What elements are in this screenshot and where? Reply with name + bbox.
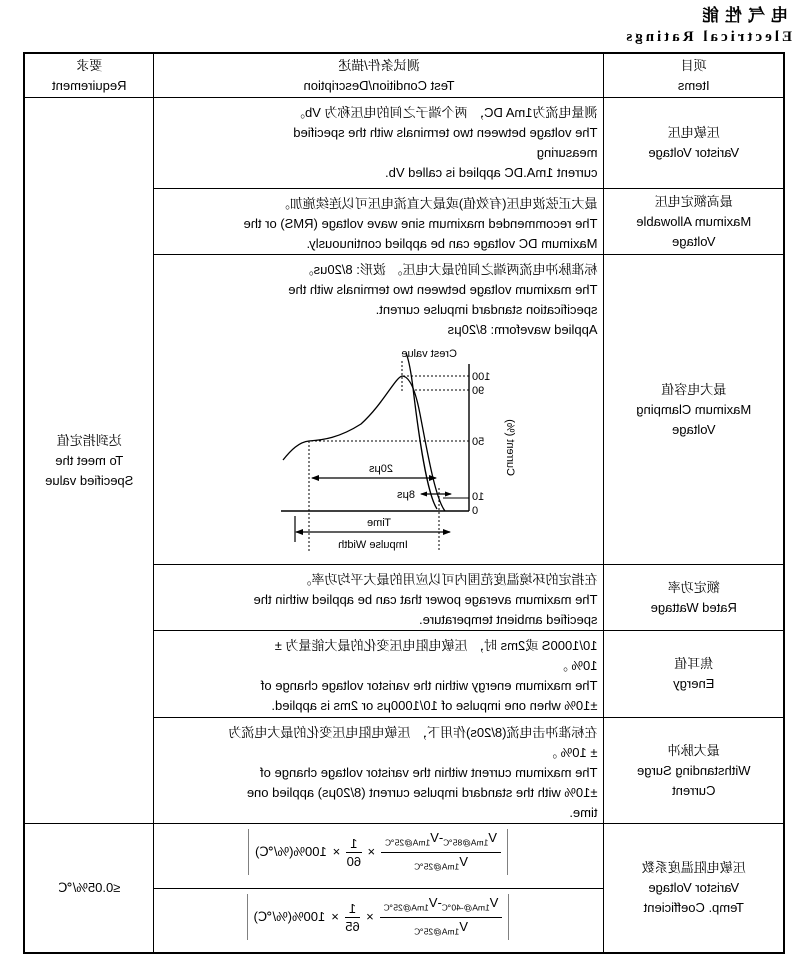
desc-max-clamping-voltage xyxy=(154,255,604,565)
page-title xyxy=(623,5,792,48)
desc-line: The maximum average power that can be applied within the xyxy=(253,592,598,607)
arrowhead xyxy=(312,475,320,481)
ytick-0: 0 xyxy=(472,505,479,517)
requirement-zh: 达到指定值 xyxy=(56,432,122,448)
desc-line: 在标准冲击电流(8/20s)作用下， 压敏电阻电压变化的最大电流为 xyxy=(228,725,598,740)
desc-line: 最大正弦波电压(有效值)或最大直流电压可以连续施加。 xyxy=(276,196,598,211)
item-varistor-voltage: 压敏电压 Varistor Voltage xyxy=(604,98,784,189)
ytick-90: 90 xyxy=(472,385,485,397)
header-description xyxy=(154,53,604,98)
desc-line: current 1mA.DC applied is called Vb. xyxy=(385,165,598,180)
desc-line: Maximum DC voltage can be applied continuously. xyxy=(306,236,598,251)
desc-line: specification standard impulse current. xyxy=(375,302,598,317)
desc-line: ±10% when one impulse of 10/1000μs or 2ms is applied. xyxy=(271,698,598,713)
header-requirement xyxy=(24,53,154,98)
coefficient-fraction: $\frac{1}{60}$ xyxy=(346,835,362,869)
arrowhead xyxy=(296,529,304,535)
arrowhead xyxy=(421,492,428,497)
desc-line: time. xyxy=(569,805,598,820)
abs-bar xyxy=(508,894,509,940)
page-title-zh: 电气性能 xyxy=(696,6,788,25)
item-max-allowable-voltage: 最高额定电压 Maximum Allowable Voltage xyxy=(604,189,784,255)
desc-line: measuring xyxy=(536,145,598,160)
desc-line: 标准脉冲电流两端之间的最大电压。 波形: 8/20us。 xyxy=(300,262,598,277)
desc-max-allowable-voltage xyxy=(154,189,604,255)
desc-line: Applied waveform: 8/20μs xyxy=(447,322,598,337)
page-title-en: Electrical Ratings xyxy=(623,29,792,45)
requirement-en-line1: To meet the xyxy=(55,452,124,468)
label-time: Time xyxy=(367,517,392,529)
formula-cell-85c xyxy=(154,824,604,889)
desc-line: ± 10% 。 xyxy=(544,745,598,760)
coeff-limit-value: ≤0.05%/℃ xyxy=(58,879,121,895)
y-axis-title: Current (%) xyxy=(504,419,517,476)
item-energy: 焦耳值 Energy xyxy=(604,631,784,718)
percent-term: 100%(%/℃) xyxy=(255,844,327,859)
desc-rated-wattage xyxy=(154,565,604,631)
desc-line: The maximum energy within the varistor voltage change of xyxy=(260,678,598,693)
temp-coeff-formula-minus40c xyxy=(159,894,598,940)
label-impulse-width: Impulse Width xyxy=(338,539,409,551)
header-req-zh: 要求 xyxy=(76,57,103,73)
abs-bar xyxy=(507,829,508,875)
requirement-en-line2: Specified value xyxy=(45,472,134,488)
percent-term: 100%(%/℃) xyxy=(253,909,326,924)
abs-bar xyxy=(248,829,249,875)
desc-line: ±10% with the standard impulse current (8/20μs) applied one xyxy=(246,785,598,800)
arrowhead xyxy=(444,529,452,535)
row-temp-coefficient xyxy=(24,824,784,889)
ytick-50: 50 xyxy=(472,436,485,448)
desc-line: 10% 。 xyxy=(554,658,598,673)
header-desc-zh: 测试条件/描述 xyxy=(338,57,420,73)
desc-energy xyxy=(154,631,604,718)
desc-surge-current xyxy=(154,718,604,824)
requirement-temp-coefficient xyxy=(24,824,154,953)
electrical-ratings-table xyxy=(23,52,785,954)
requirement-merged-cell xyxy=(24,98,154,824)
header-items xyxy=(604,53,784,98)
desc-line: The recommended maximum sine wave voltage (RMS) or the xyxy=(243,216,598,231)
multiply-sign: × xyxy=(367,844,376,859)
header-row xyxy=(24,53,784,98)
desc-line: 测量电流为1mA DC， 两个端子之间的电压称为 Vb。 xyxy=(291,105,598,120)
abs-bar xyxy=(247,894,248,940)
item-rated-wattage: 额定功率 Rated Wattage xyxy=(604,565,784,631)
formula-cell-minus40c xyxy=(154,889,604,953)
voltage-fraction: $\frac{V_{1mA@-40℃}-V_{1mA@25℃}}{V_{1mA@25℃}}$ xyxy=(380,895,503,939)
header-req-en: Requirement xyxy=(52,77,127,93)
item-surge-current: 最大脉冲 Withstanding Surge Current xyxy=(604,718,784,824)
header-items-en: Items xyxy=(677,77,710,93)
arrowhead xyxy=(446,492,453,497)
temp-coeff-formula-85c xyxy=(159,829,598,875)
desc-line: 在指定的环境温度范围内可以应用的最大平均功率。 xyxy=(298,572,598,587)
coefficient-fraction: $\frac{1}{65}$ xyxy=(345,900,360,934)
ytick-100: 100 xyxy=(472,371,491,383)
header-items-zh: 项目 xyxy=(680,57,707,73)
desc-line: specified ambient temperature. xyxy=(419,612,598,627)
ytick-10: 10 xyxy=(472,491,485,503)
desc-varistor-voltage xyxy=(154,98,604,189)
desc-line: 10/1000S 或2ms 时， 压敏电阻电压变化的最大能量为 ± xyxy=(274,638,598,653)
label-8us: 8μs xyxy=(397,489,416,501)
multiply-sign: × xyxy=(331,909,339,924)
item-temp-coefficient: 压敏电阻温度系数 Varistor Voltage Temp. Coefficient xyxy=(604,824,784,953)
row-varistor-voltage xyxy=(24,98,784,189)
header-desc-en: Test Condition/Description xyxy=(303,77,455,93)
impulse-waveform-chart xyxy=(159,346,520,564)
label-20us: 20μs xyxy=(369,463,394,475)
voltage-fraction: $\frac{V_{1mA@85℃}-V_{1mA@25℃}}{V_{1mA@25℃}}$ xyxy=(381,830,501,874)
desc-line: The maximum voltage between two terminals with the xyxy=(288,282,598,297)
multiply-sign: × xyxy=(332,844,341,859)
item-max-clamping-voltage: 最大电容值 Maximum Clamping Voltage xyxy=(604,255,784,565)
multiply-sign: × xyxy=(366,909,374,924)
desc-line: The maximum current within the varistor voltage change of xyxy=(260,765,598,780)
desc-line: The voltage between two terminals with the specified xyxy=(293,125,598,140)
crest-value-label: Crest value xyxy=(401,348,458,360)
